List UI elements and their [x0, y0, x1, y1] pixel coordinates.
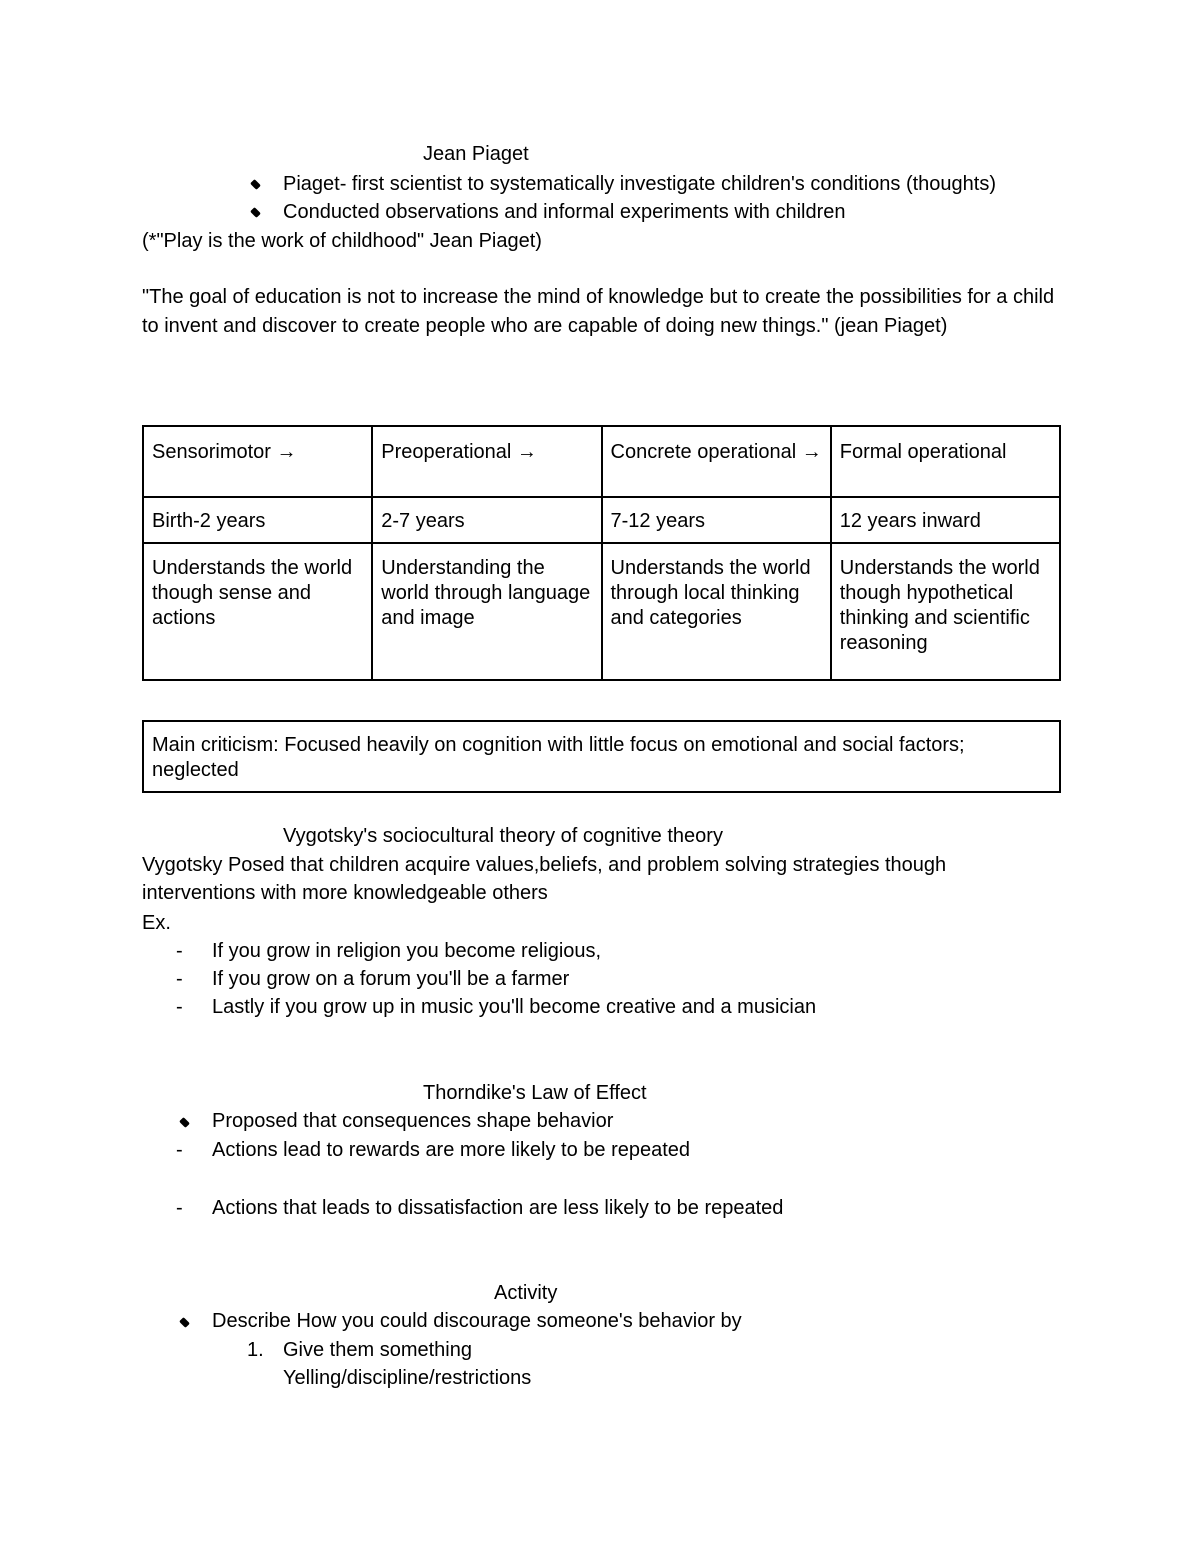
- dash-marker: -: [176, 940, 183, 962]
- activity-bullet: Describe How you could discourage someone's behavior by: [212, 1310, 742, 1332]
- vygotsky-example-1: If you grow in religion you become religious,: [212, 940, 602, 962]
- stage-age-cell: 7-12 years: [602, 497, 831, 543]
- piaget-bullet-2: Conducted observations and informal experiments with children: [283, 201, 846, 223]
- activity-title: Activity: [494, 1282, 558, 1304]
- thorndike-dash-2: Actions that leads to dissatisfaction are less likely to be repeated: [212, 1197, 784, 1219]
- ex-label: Ex.: [142, 912, 171, 934]
- stage-description-cell: Understands the world though sense and actions: [143, 543, 372, 680]
- play-quote: (*"Play is the work of childhood" Jean Piaget): [142, 230, 542, 252]
- stage-header-cell: Concrete operational →: [602, 426, 831, 497]
- stage-age-cell: Birth-2 years: [143, 497, 372, 543]
- goal-quote: "The goal of education is not to increase the mind of knowledge but to create the possibilities for a child to invent and discover to create people who are capable of doing new things." (jean Piaget): [142, 286, 1055, 337]
- stage-age-cell: 2-7 years: [372, 497, 601, 543]
- thorndike-dash-1: Actions lead to rewards are more likely to be repeated: [212, 1139, 691, 1161]
- vygotsky-example-3: Lastly if you grow up in music you'll become creative and a musician: [212, 996, 817, 1018]
- dash-marker: -: [176, 1139, 183, 1161]
- stage-age-cell: 12 years inward: [831, 497, 1060, 543]
- stage-description-cell: Understanding the world through language and image: [372, 543, 601, 680]
- activity-item-text: Give them something: [283, 1339, 472, 1361]
- thorndike-title: Thorndike's Law of Effect: [423, 1082, 647, 1104]
- table-row: [143, 426, 1060, 497]
- stage-header-cell: Sensorimotor →: [143, 426, 372, 497]
- table-row: [143, 497, 1060, 543]
- dash-marker: -: [176, 996, 183, 1018]
- piaget-title: Jean Piaget: [423, 143, 529, 165]
- bullet-icon: [250, 207, 261, 218]
- piaget-stages-table: [142, 425, 1061, 681]
- activity-item-answer: Yelling/discipline/restrictions: [283, 1367, 532, 1389]
- activity-item-number: 1.: [247, 1339, 264, 1361]
- thorndike-bullet: Proposed that consequences shape behavior: [212, 1110, 614, 1132]
- bullet-icon: [179, 1317, 190, 1328]
- stage-description-cell: Understands the world though hypothetical thinking and scientific reasoning: [831, 543, 1060, 680]
- piaget-bullet-1: Piaget- first scientist to systematically investigate children's conditions (thoughts): [283, 173, 997, 195]
- vygotsky-intro: Vygotsky Posed that children acquire values,beliefs, and problem solving strategies though interventions with more knowledgeable others: [142, 854, 947, 904]
- vygotsky-example-2: If you grow on a forum you'll be a farmer: [212, 968, 570, 990]
- bullet-icon: [250, 179, 261, 190]
- bullet-icon: [179, 1117, 190, 1128]
- table-row: [143, 543, 1060, 680]
- dash-marker: -: [176, 1197, 183, 1219]
- stage-header-cell: Preoperational →: [372, 426, 601, 497]
- stage-description-cell: Understands the world through local thinking and categories: [602, 543, 831, 680]
- criticism-box: Main criticism: Focused heavily on cognition with little focus on emotional and social factors; neglected: [142, 720, 1061, 793]
- stage-header-cell: Formal operational: [831, 426, 1060, 497]
- vygotsky-title: Vygotsky's sociocultural theory of cognitive theory: [283, 825, 723, 847]
- dash-marker: -: [176, 968, 183, 990]
